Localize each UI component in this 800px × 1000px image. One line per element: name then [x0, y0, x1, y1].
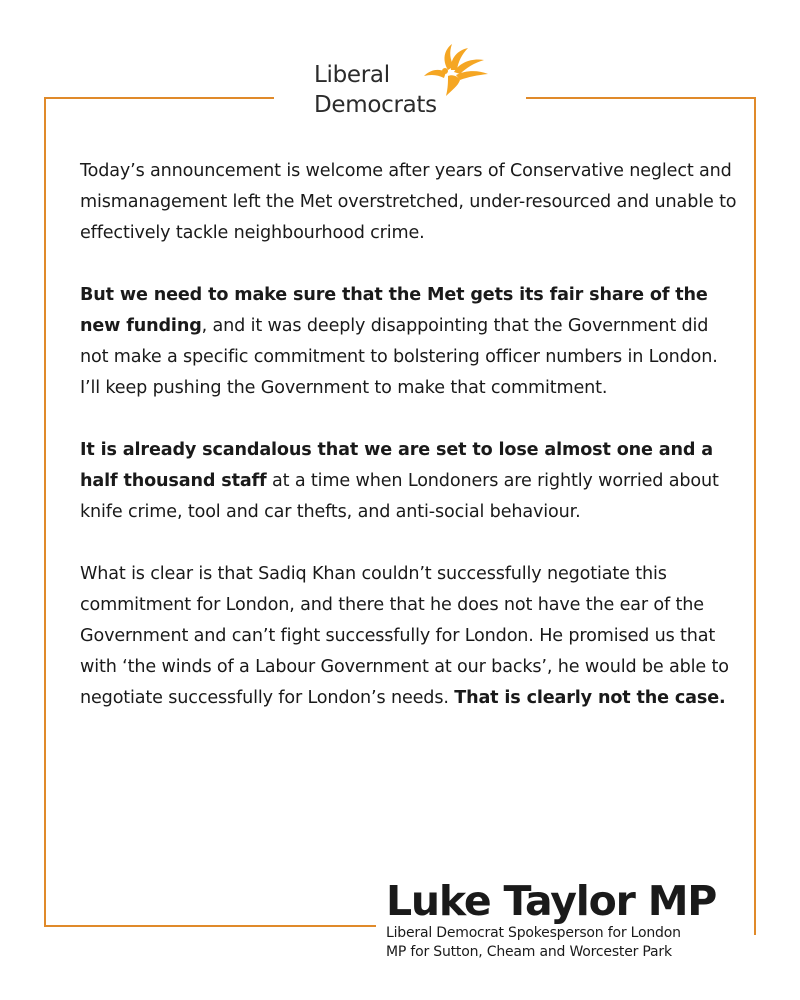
signature-block — [386, 878, 766, 962]
paragraph-1 — [80, 156, 740, 249]
frame-top-left — [44, 97, 274, 99]
liberal-democrats-logo — [300, 40, 500, 130]
frame-right — [754, 97, 756, 935]
paragraph-3-bold-lead: It is already scandalous that we are set to lose almost one and a half thousand staff — [80, 440, 713, 491]
paragraph-1-text: Today’s announcement is welcome after years of Conservative neglect and mismanagement left the Met overstretched, under-resourced and unable to effectively tackle neighbourhood crime. — [80, 161, 737, 243]
signatory-role-1: Liberal Democrat Spokesperson for London — [386, 925, 681, 941]
signatory-name: Luke Taylor MP — [386, 877, 717, 925]
paragraph-4-bold-tail: That is clearly not the case. — [454, 688, 726, 708]
paragraph-2 — [80, 280, 740, 404]
frame-left — [44, 97, 46, 927]
paragraph-4-text: What is clear is that Sadiq Khan couldn’t successfully negotiate this commitment for London, and there that he does not have the ear of the Government and can’t fight successfully for London. He promised us that with ‘the winds of a Labour Government at our backs’, he would be able to negotiate successfully for London’s needs. — [80, 564, 729, 708]
paragraph-2-bold-lead: But we need to make sure that the Met gets its fair share of the new funding — [80, 285, 708, 336]
frame-bottom — [44, 925, 376, 927]
statement-body — [80, 156, 740, 745]
frame-top-right — [526, 97, 756, 99]
logo-line-2: Democrats — [314, 92, 437, 118]
paragraph-2-text: , and it was deeply disappointing that the Government did not make a specific commitment to bolstering officer numbers in London. I’ll keep pushing the Government to make that commitment. — [80, 316, 718, 398]
logo-line-1: Liberal — [314, 62, 390, 88]
paragraph-3-text: at a time when Londoners are rightly worried about knife crime, tool and car thefts, and anti-social behaviour. — [80, 471, 719, 522]
liberal-democrats-bird-icon — [418, 40, 490, 100]
paragraph-4 — [80, 559, 740, 714]
signatory-role-2: MP for Sutton, Cheam and Worcester Park — [386, 944, 672, 960]
paragraph-3 — [80, 435, 740, 528]
